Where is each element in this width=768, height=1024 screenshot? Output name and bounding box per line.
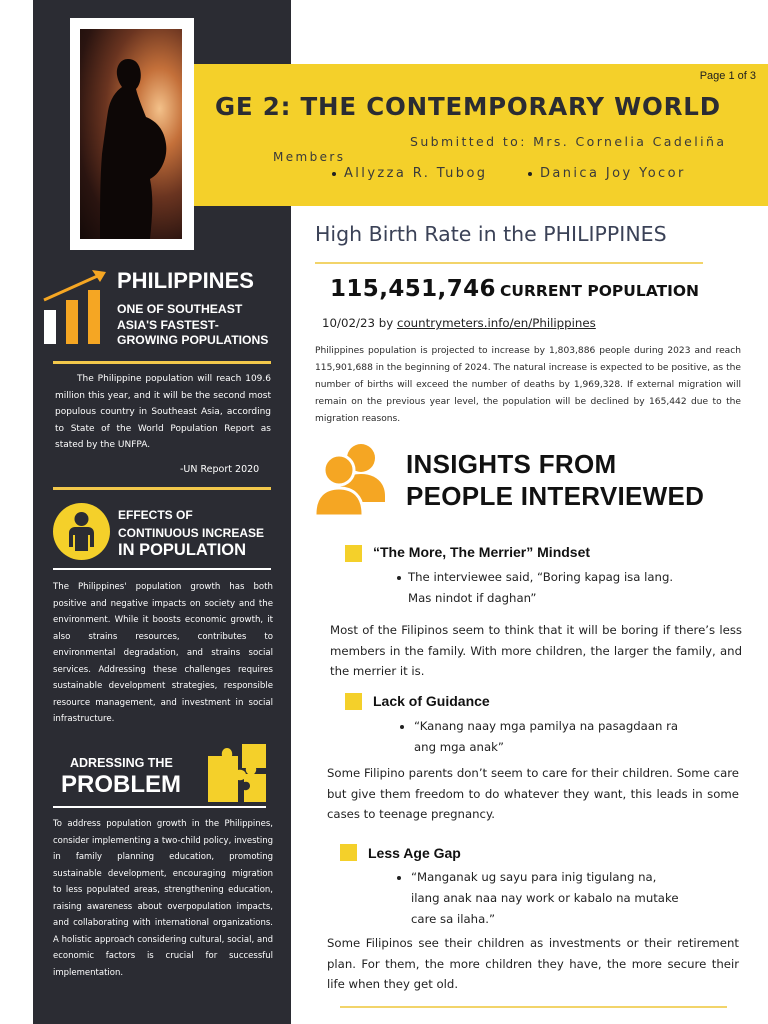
member-item: Allyzza R. Tubog: [332, 166, 487, 181]
philippines-subtitle-line: ASIA'S FASTEST-: [117, 317, 219, 332]
effects-paragraph: The Philippines' population growth has both positive and negative impacts on society and the environment. While it boosts economic growth, it also strains resources, contributes to environmental degradation, and strains social services. Addressing these challenges requires sustainable development strategies, responsible resource management, and investment in social infrastructure.: [53, 582, 273, 724]
insights-title: [406, 448, 704, 512]
divider: [53, 806, 266, 808]
pregnant-woman-silhouette-photo: [80, 29, 182, 239]
population-label: CURRENT POPULATION: [500, 282, 700, 300]
members-label: Members: [273, 150, 346, 164]
square-bullet-icon: [345, 693, 362, 710]
insight-heading: “The More, The Merrier” Mindset: [373, 544, 591, 560]
insight-quote: “Kanang naay mga pamilya na pasagdaan ra ang mga anak”: [400, 716, 678, 758]
insight-quote: “Manganak ug sayu para inig tigulang na, ilang anak naa nay work or kabalo na mutake care sa ilaha.”: [397, 867, 679, 930]
problem-title-line: ADRESSING THE: [70, 756, 173, 770]
un-report-source: -UN Report 2020: [180, 464, 260, 475]
philippines-subtitle: [117, 302, 268, 349]
population-count: 115,451,746: [330, 276, 496, 302]
insight-paragraph: Some Filipinos see their children as investments or their retirement plan. For them, the more children they have, the more secure their life when they get old.: [327, 936, 739, 991]
insight-paragraph: Some Filipino parents don’t seem to care for their children. Some care but give them freedom to do whatever they want, this leads in some cases to teenage pregnancy.: [327, 766, 739, 821]
philippines-subtitle-line: ONE OF SOUTHEAST: [117, 302, 243, 316]
source-date: 10/02/23 by: [322, 316, 397, 330]
insights-title-line: PEOPLE INTERVIEWED: [406, 481, 705, 511]
square-bullet-icon: [345, 545, 362, 562]
problem-title-line: PROBLEM: [61, 771, 181, 798]
population-source: [322, 316, 596, 330]
effects-title-line: EFFECTS OF: [118, 508, 193, 522]
course-title: GE 2: THE CONTEMPORARY WORLD: [215, 92, 721, 121]
divider: [53, 361, 271, 364]
effects-title-line: IN POPULATION: [118, 541, 247, 559]
divider: [53, 487, 271, 490]
insight-heading: Less Age Gap: [368, 845, 461, 861]
insight-paragraph: Most of the Filipinos seem to think that it will be boring if there’s less members in the family. With more children, the larger the family, and the merrier it is.: [330, 623, 742, 678]
main-heading: High Birth Rate in the PHILIPPINES: [315, 222, 667, 246]
people-icon: [313, 440, 389, 518]
philippines-subtitle-line: GROWING POPULATIONS: [117, 333, 269, 347]
divider: [315, 262, 703, 264]
source-link[interactable]: countrymeters.info/en/Philippines: [396, 316, 596, 330]
insight-quote: The interviewee said, “Boring kapag isa lang. Mas nindot if daghan”: [397, 567, 673, 609]
problem-paragraph: To address population growth in the Philippines, consider implementing a two-child policy, investing in family planning education, promoting sustainable development, encouraging migration to less populated areas, strengthening education, raising awareness about overpopulation impacts, and collaborating with international organizations. A holistic approach considering cultural, social, and economic factors is crucial for successful implementation.: [53, 819, 273, 978]
page-number: Page 1 of 3: [699, 70, 756, 82]
philippines-title: PHILIPPINES: [117, 268, 254, 293]
submitted-to: Submitted to: Mrs. Cornelia Cadeliña: [410, 134, 727, 149]
divider: [53, 568, 271, 570]
person-icon: [53, 503, 110, 560]
insight-heading: Lack of Guidance: [373, 693, 490, 709]
member-item: Danica Joy Yocor: [528, 166, 686, 181]
square-bullet-icon: [340, 844, 357, 861]
population-description: Philippines population is projected to increase by 1,803,886 people during 2023 and reach 115,901,688 in the beginning of 2024. The natural increase is expected to be positive, as the number of births will exceed the number of deaths by 1,969,328. If external migration will remain on the previous year level, the population will be declined by 165,442 due to the migration reasons.: [315, 346, 741, 424]
effects-title-line: CONTINUOUS INCREASE: [118, 526, 265, 540]
growth-chart-icon: [40, 268, 110, 348]
un-report-paragraph: The Philippine population will reach 109.6 million this year, and it will be the second most populous country in Southeast Asia, according to State of the World Population Report as stated by the UNFPA.: [55, 374, 271, 450]
insights-title-line: INSIGHTS FROM: [406, 449, 617, 479]
puzzle-icon: [206, 742, 268, 804]
divider: [340, 1006, 727, 1008]
